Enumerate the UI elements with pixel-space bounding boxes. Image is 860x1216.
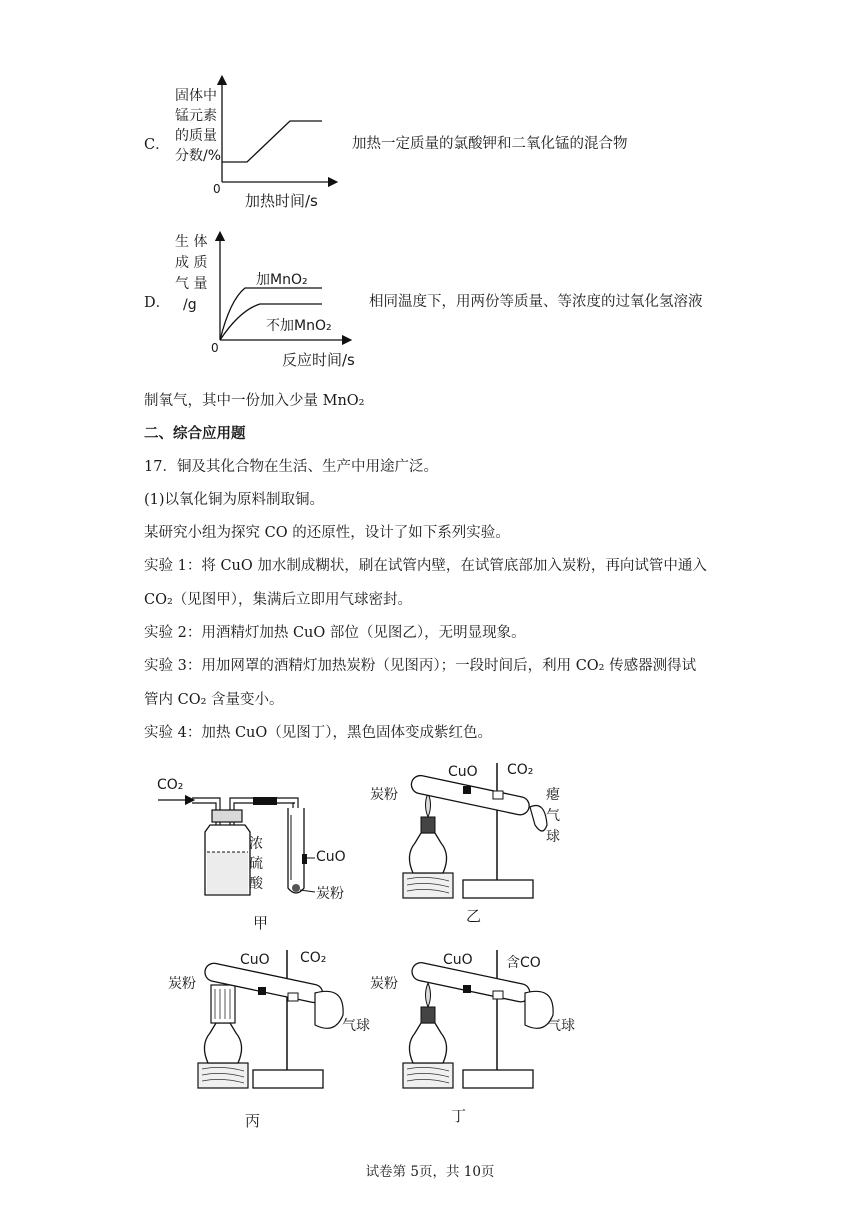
fig-yi-cuo: CuO	[448, 764, 478, 780]
cuo-spot	[463, 786, 471, 794]
fig-bing-co2: CO₂	[300, 950, 327, 966]
clamp	[493, 791, 503, 799]
wood-block	[403, 873, 453, 898]
carbon-powder	[292, 884, 300, 892]
bottle-stopper	[212, 810, 242, 822]
alcohol-lamp	[409, 1023, 446, 1063]
option-c-origin: 0	[213, 182, 221, 196]
fig-jia-acid	[249, 834, 263, 894]
balloon	[315, 991, 343, 1028]
option-c-letter: C．	[144, 137, 170, 153]
q17-stem: 17．铜及其化合物在生活、生产中用途广泛。	[144, 459, 438, 475]
option-c-xlabel: 加热时间/s	[245, 192, 318, 210]
mn-fraction-curve	[222, 121, 322, 162]
exp3-line1: 实验 3：用加网罩的酒精灯加热炭粉（见图丙）；一段时间后，利用 CO₂ 传感器测得试	[144, 658, 697, 674]
fig-ding-cuo: CuO	[443, 952, 473, 968]
section-title: 二、综合应用题	[144, 425, 246, 442]
figure-ding	[375, 945, 575, 1095]
fig-yi-balloon	[546, 785, 560, 848]
acid-char: 浓	[249, 836, 263, 852]
ylabel-line: 气 量	[175, 276, 208, 292]
lamp-wick	[421, 817, 435, 833]
stand-base	[463, 1070, 533, 1088]
ylabel-line: 成 质	[175, 255, 208, 271]
page-footer: 试卷第 5页，共 10页	[365, 1164, 495, 1180]
option-d-description-cont: 制氧气，其中一份加入少量 MnO₂	[144, 393, 365, 409]
test-tube	[288, 808, 304, 893]
fig-ding-carbon: 炭粉	[370, 976, 398, 992]
rubber-connector	[253, 797, 277, 805]
fig-ding-caption: 丁	[451, 1107, 467, 1125]
cuo-spot	[463, 985, 471, 993]
exp3-line2: 管内 CO₂ 含量变小。	[144, 692, 284, 708]
fig-jia-cuo: CuO	[316, 849, 346, 865]
ylabel-line: 的质量	[175, 128, 217, 144]
alcohol-lamp	[409, 833, 446, 873]
fig-jia-inlet: CO₂	[157, 777, 184, 793]
option-d-letter: D．	[144, 295, 171, 311]
exp1-line1: 实验 1：将 CuO 加水制成糊状，刷在试管内壁，在试管底部加入炭粉，再向试管中通入	[144, 558, 707, 574]
balloon-char: 瘪	[546, 787, 560, 803]
curve-label-upper: 加MnO₂	[256, 272, 308, 288]
fig-ding-gas: 含CO	[506, 955, 541, 971]
flame	[426, 793, 431, 817]
clamp	[493, 991, 503, 999]
stand-base	[463, 880, 533, 898]
fig-bing-caption: 丙	[245, 1112, 261, 1130]
flame	[426, 983, 431, 1007]
fig-yi-carbon: 炭粉	[370, 787, 398, 803]
fig-jia-caption: 甲	[253, 914, 269, 932]
ylabel-line: 生 体	[175, 234, 208, 250]
exp1-line2: CO₂（见图甲），集满后立即用气球密封。	[144, 592, 413, 608]
option-c-graph	[205, 74, 340, 194]
ylabel-line: 分数/%	[175, 148, 222, 164]
fig-yi-caption: 乙	[466, 907, 482, 925]
fig-ding-balloon: 气球	[547, 1018, 575, 1034]
balloon-char: 球	[546, 829, 560, 845]
fig-jia-carbon: 炭粉	[316, 886, 344, 902]
option-d-ylabel	[175, 232, 207, 316]
fig-bing-balloon: 气球	[342, 1018, 370, 1034]
fig-bing-cuo: CuO	[240, 952, 270, 968]
fig-bing-carbon: 炭粉	[168, 976, 196, 992]
exp4: 实验 4：加热 CuO（见图丁），黑色固体变成紫红色。	[144, 725, 493, 741]
option-d-origin: 0	[211, 341, 219, 355]
option-d-description: 相同温度下，用两份等质量、等浓度的过氧化氢溶液	[369, 294, 703, 310]
option-c-description: 加热一定质量的氯酸钾和二氧化锰的混合物	[352, 136, 628, 152]
acid-char: 酸	[249, 876, 263, 892]
q17-intro: 某研究小组为探究 CO 的还原性，设计了如下系列实验。	[144, 525, 510, 541]
curve-label-lower: 不加MnO₂	[266, 318, 332, 334]
ylabel-line: /g	[183, 297, 197, 313]
exp2: 实验 2：用酒精灯加热 CuO 部位（见图乙），无明显现象。	[144, 625, 526, 641]
fig-yi-co2: CO₂	[507, 762, 534, 778]
cuo-paste	[302, 854, 307, 864]
balloon	[530, 805, 547, 831]
q17-sub1: (1)以氧化铜为原料制取铜。	[144, 492, 325, 508]
wood-block	[403, 1063, 453, 1088]
acid-char: 硫	[249, 856, 263, 872]
balloon-char: 气	[546, 808, 560, 824]
option-d-xlabel: 反应时间/s	[282, 351, 355, 369]
ylabel-line: 固体中	[175, 88, 217, 104]
stand-base	[253, 1070, 323, 1088]
ylabel-line: 锰元素	[175, 108, 217, 124]
wood-block	[198, 1063, 248, 1088]
alcohol-lamp	[204, 1023, 241, 1063]
clamp	[288, 993, 298, 1001]
cuo-spot	[258, 987, 266, 995]
lamp-wick	[421, 1007, 435, 1023]
